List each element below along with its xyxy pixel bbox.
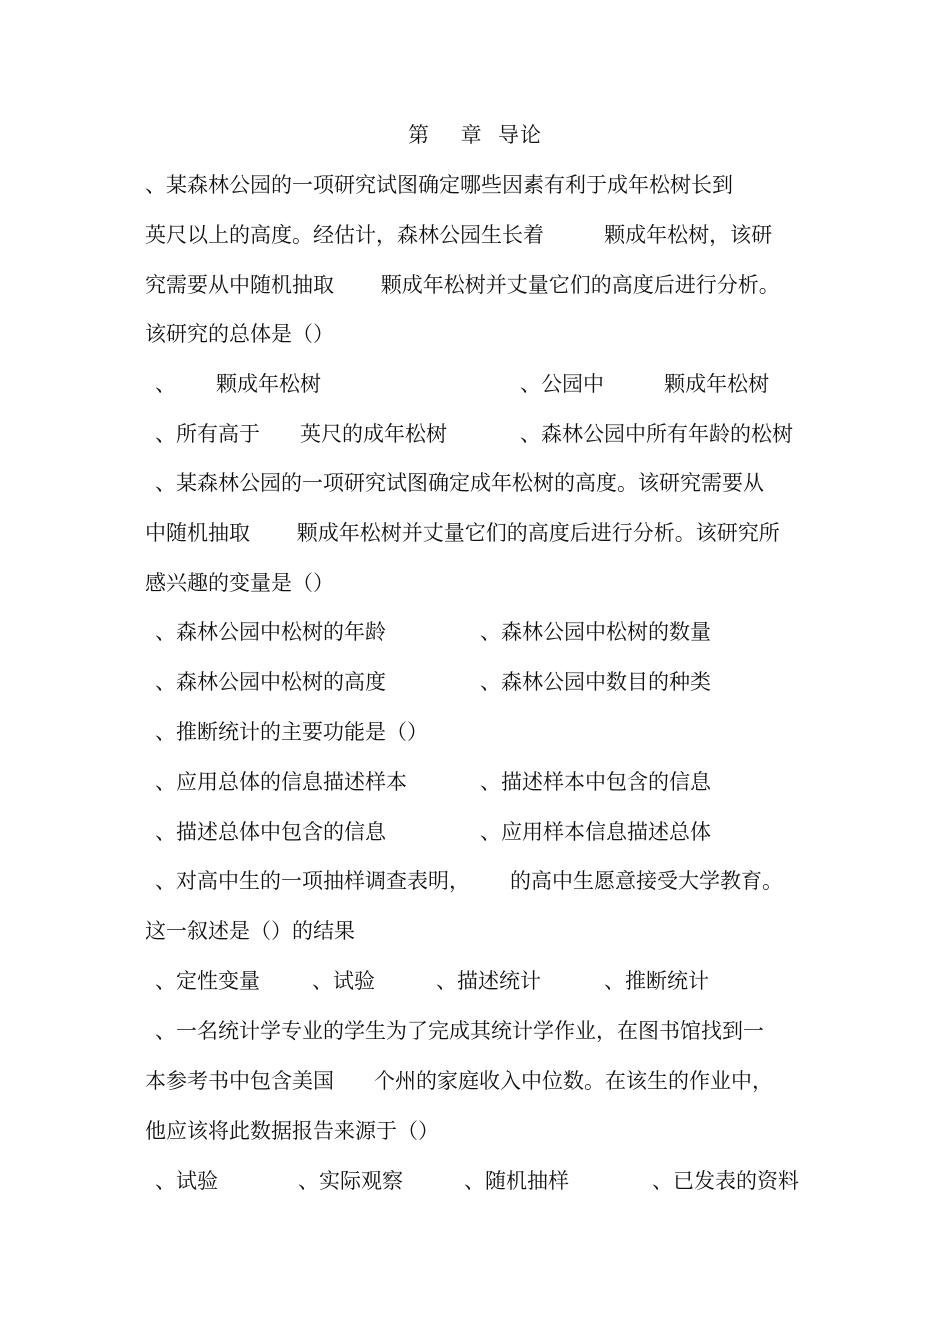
option-c: 、描述总体中包含的信息 bbox=[155, 820, 386, 844]
option-b: 、森林公园中松树的数量 bbox=[480, 620, 711, 644]
option-b: 、描述样本中包含的信息 bbox=[480, 770, 711, 794]
text-line: 他应该将此数据报告来源于（） bbox=[145, 1119, 439, 1143]
option-a: 、 颗成年松树 bbox=[155, 372, 322, 396]
text-line: 感兴趣的变量是（） bbox=[145, 571, 334, 595]
option-d: 、应用样本信息描述总体 bbox=[480, 820, 711, 844]
option-d: 、森林公园中所有年龄的松树 bbox=[520, 422, 793, 446]
option-c: 、描述统计 bbox=[436, 969, 541, 993]
option-c: 、所有高于 英尺的成年松树 bbox=[155, 422, 448, 446]
option-d: 、推断统计 bbox=[604, 969, 709, 993]
option-a: 、应用总体的信息描述样本 bbox=[155, 770, 407, 794]
option-b: 、实际观察 bbox=[298, 1169, 403, 1193]
option-b: 、试验 bbox=[312, 969, 375, 993]
text-line: 中随机抽取 颗成年松树并丈量它们的高度后进行分析。该研究所 bbox=[145, 521, 780, 545]
text-line: 、推断统计的主要功能是（） bbox=[155, 720, 428, 744]
option-c: 、森林公园中松树的高度 bbox=[155, 670, 386, 694]
text-line: 、对高中生的一项抽样调查表明， 的高中生愿意接受大学教育。 bbox=[155, 869, 784, 893]
option-a: 、试验 bbox=[155, 1169, 218, 1193]
text-line: 、某森林公园的一项研究试图确定成年松树的高度。该研究需要从 bbox=[155, 471, 764, 495]
text-line: 该研究的总体是（） bbox=[145, 322, 334, 346]
text-line: 英尺以上的高度。经估计，森林公园生长着 颗成年松树，该研 bbox=[145, 223, 773, 247]
text-line: 究需要从中随机抽取 颗成年松树并丈量它们的高度后进行分析。 bbox=[145, 273, 780, 297]
text-line: 这一叙述是（）的结果 bbox=[145, 919, 355, 943]
text-line: 、某森林公园的一项研究试图确定哪些因素有利于成年松树长到 bbox=[145, 173, 733, 197]
text-line: 本参考书中包含美国 个州的家庭收入中位数。在该生的作业中， bbox=[145, 1069, 774, 1093]
chapter-title: 第 章 导论 bbox=[407, 123, 543, 147]
option-b: 、公园中 颗成年松树 bbox=[520, 372, 770, 396]
option-a: 、森林公园中松树的年龄 bbox=[155, 620, 386, 644]
option-d: 、森林公园中数目的种类 bbox=[480, 670, 711, 694]
option-a: 、定性变量 bbox=[155, 969, 260, 993]
text-line: 、一名统计学专业的学生为了完成其统计学作业，在图书馆找到一 bbox=[155, 1019, 764, 1043]
option-c: 、随机抽样 bbox=[464, 1169, 569, 1193]
option-d: 、已发表的资料 bbox=[652, 1169, 799, 1193]
